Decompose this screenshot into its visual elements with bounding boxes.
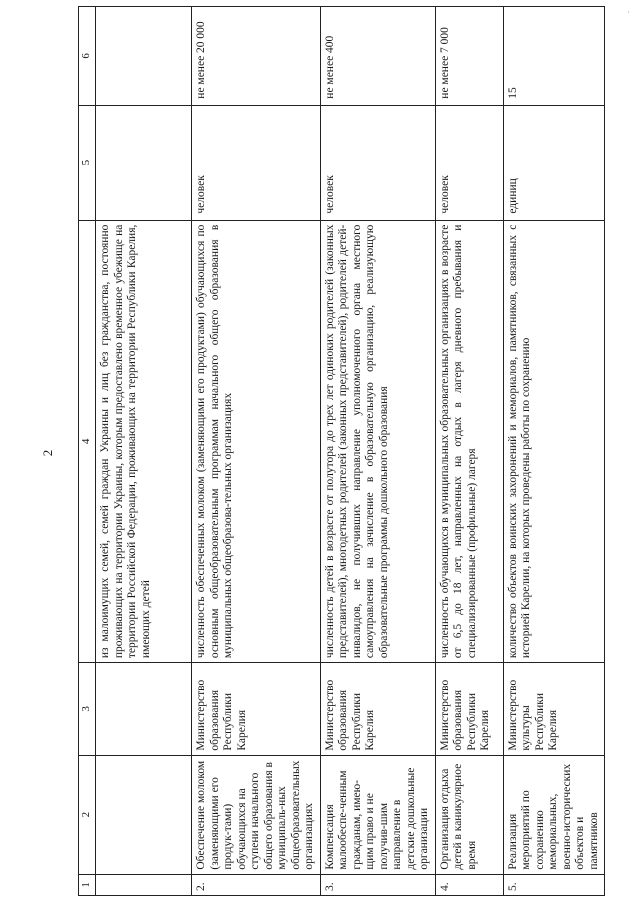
row-number: 4. [435,874,503,895]
table-row [435,7,503,896]
unit-of-measure: человек [320,105,435,220]
column-number-3: 3 [79,663,96,756]
table-row [320,7,435,896]
column-number-6: 6 [79,7,96,106]
unit-of-measure: человек [435,105,503,220]
measure-name: Компенсация малообеспе-ченным гражданам, имею-щим право и не получив-шим направление в детские дошкольные организации [320,755,435,874]
measure-name: Организация отдыха детей в каникулярное время [435,755,503,874]
target-value [96,7,192,106]
table-row [192,7,321,896]
unit-of-measure [96,105,192,220]
responsible-ministry: Министерство образования Республики Карелия [320,663,435,756]
indicators-table [78,6,605,896]
rotated-table-sheet [78,6,623,896]
column-number-5: 5 [79,105,96,220]
responsible-ministry: Министерство культуры Республики Карелия [503,663,605,756]
target-value: не менее 400 [320,7,435,106]
margin-dot: · [627,8,630,17]
responsible-ministry [96,663,192,756]
target-value: не менее 7 000 [435,7,503,106]
column-number-row [79,7,96,896]
table-row [503,7,605,896]
responsible-ministry: Министерство образования Республики Карелия [435,663,503,756]
table-row [96,7,192,896]
column-number-4: 4 [79,220,96,662]
page-number: 2 [40,449,55,457]
indicator-description: из малоимущих семей, семей граждан Украины и лиц без гражданства, постоянно проживающих на территории Украины, которым предоставлено временное убежище на территории Российской Федерации, проживающих на территории Республики Карелия, имеющих детей [96,220,192,662]
measure-name: Обеспечение молоком (заменяющими его продук-тами) обучающихся на ступени начального общего образования в муниципаль-ных общеобразовательных организациях [192,755,321,874]
unit-of-measure: единиц [503,105,605,220]
indicator-description: численность детей в возрасте от полутора до трех лет одиноких родителей (законных представителей), многодетных родителей (законных представителей), родителей детей-инвалидов, не получивших направление уполномоченного органа местного самоуправления на зачисление в образовательную организацию, реализующую образовательные программы дошкольного образования [320,220,435,662]
target-value: не менее 20 000 [192,7,321,106]
target-value: 15 [503,7,605,106]
indicator-description: количество объектов воинских захоронений и мемориалов, памятников, связанных с историей Карелии, на которых проведены работы по сохранению [503,220,605,662]
row-number: 2. [192,874,321,895]
column-number-2: 2 [79,755,96,874]
indicator-description: численность обучающихся в муниципальных образовательных организациях в возрасте от 6,5 до 18 лет, направленных на отдых в лагеря дневного пребывания и специализированные (профильные) лагеря [435,220,503,662]
row-number: 3. [320,874,435,895]
row-number [96,874,192,895]
unit-of-measure: человек [192,105,321,220]
measure-name [96,755,192,874]
indicator-description: численность обеспеченных молоком (заменяющими его продуктами) обучающихся по основным общеобразовательным программам начального общего образования в муниципальных общеобразова-тельных организациях [192,220,321,662]
responsible-ministry: Министерство образования Республики Карелия [192,663,321,756]
measure-name: Реализация мероприятий по сохранению мемориальных, военно-исторических объектов и памятников [503,755,605,874]
column-number-1: 1 [79,874,96,895]
row-number: 5. [503,874,605,895]
